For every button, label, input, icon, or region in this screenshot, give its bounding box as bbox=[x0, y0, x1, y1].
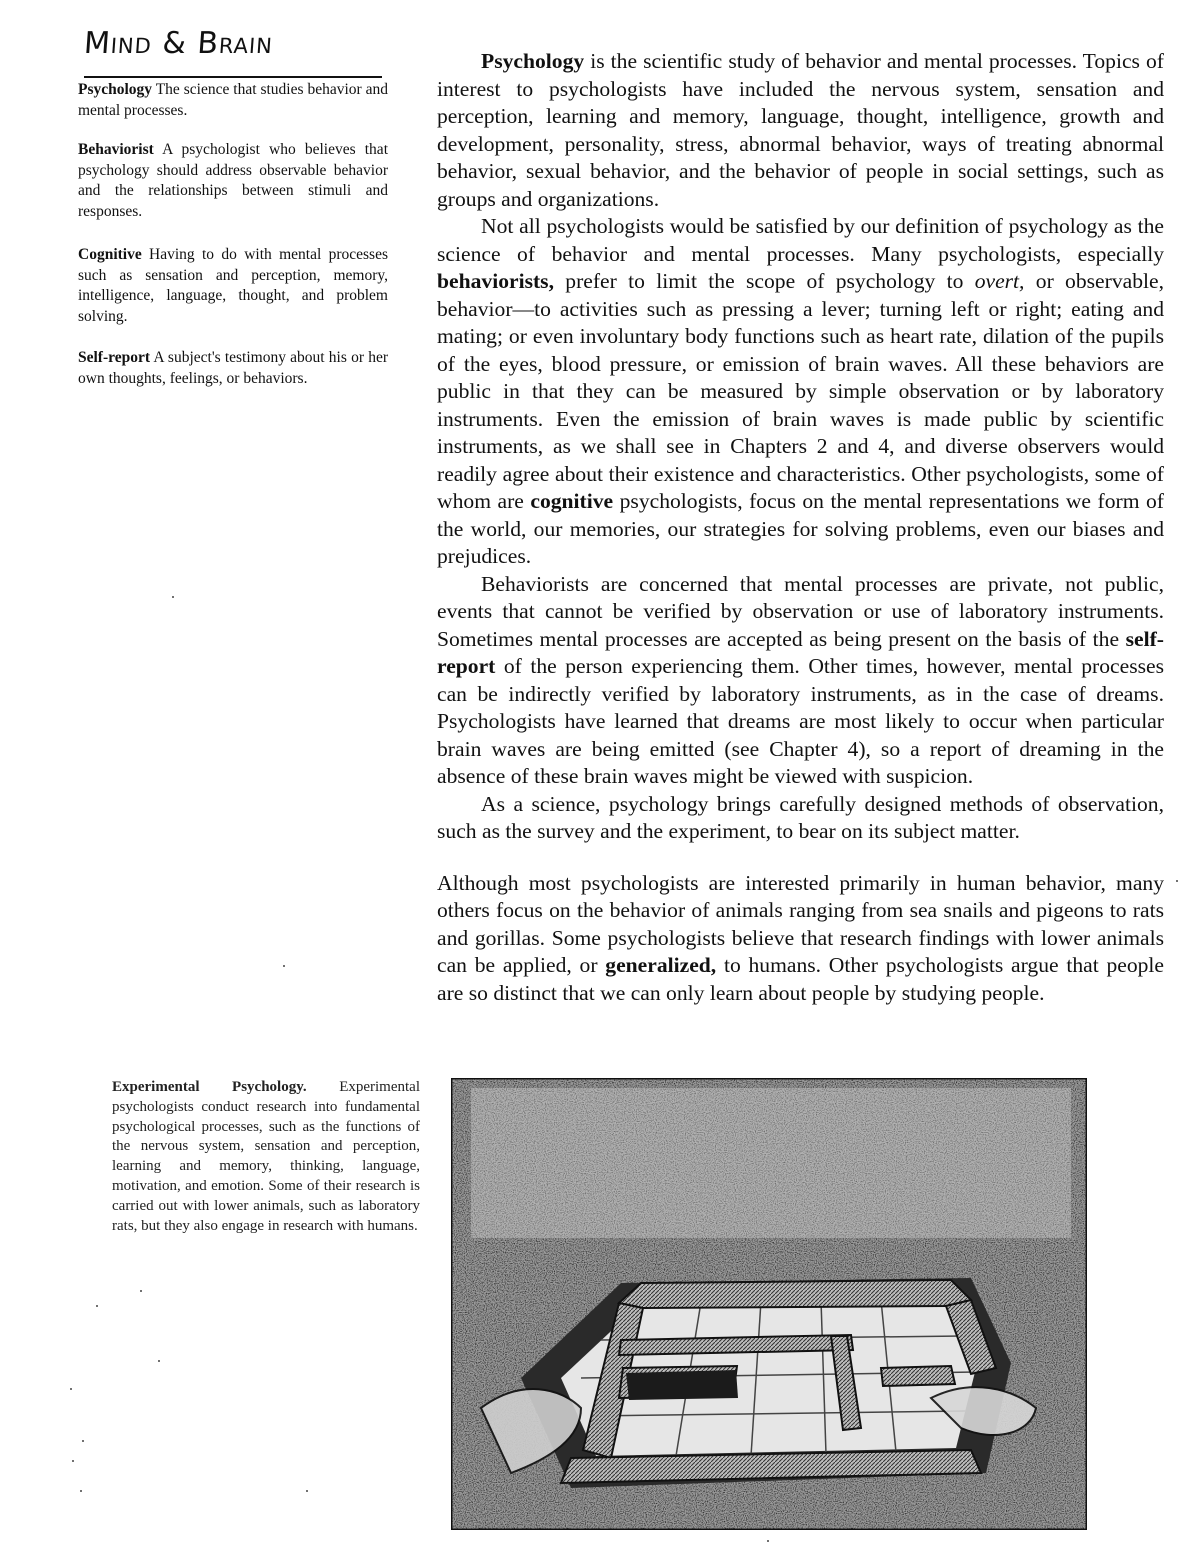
paragraph-text: Although most psychologists are interested primarily in human behavior, many others focus on the behavior of animals ranging from sea snails and pigeons to rats and gorillas. Some psychologists believe that research findings with lower animals can be applied, or bbox=[437, 870, 1164, 977]
bold-term: self-report bbox=[437, 626, 1164, 678]
glossary-entry-self-report bbox=[78, 348, 388, 389]
glossary-definition: Having to do with mental processes such as sensation and perception, memory, intelligence, language, thought, and problem solving. bbox=[78, 246, 388, 325]
paragraph-1 bbox=[437, 48, 1164, 213]
maze-photo bbox=[451, 1078, 1087, 1530]
glossary-definition: A psychologist who believes that psychology should address observable behavior and the relationships between stimuli and responses. bbox=[78, 141, 388, 220]
scan-speck bbox=[158, 1360, 160, 1362]
paragraph-text: to humans. Other psychologists argue that people are so distinct that we can only learn about people by studying people. bbox=[437, 953, 1164, 1005]
paragraph-text: or observable, behavior—to activities such as pressing a lever; turning left or right; eating and mating; or even involuntary body functions such as heart rate, dilation of the pupils of the eyes, blood pressure, or emission of brain waves. All these behaviors are public in that they can be measured by simple observation or by laboratory instruments. Even the emission of brain waves is made public by scientific instruments, as we shall see in Chapters 2 and 4, and diverse observers would readily agree about their existence and characteristics. Other psychologists, some of whom are bbox=[437, 269, 1164, 513]
glossary-entry-cognitive bbox=[78, 245, 388, 327]
paragraph-4 bbox=[437, 791, 1164, 846]
glossary-entry-psychology bbox=[78, 80, 388, 121]
glossary-term: Self-report bbox=[78, 349, 151, 366]
scan-speck bbox=[172, 596, 174, 598]
bold-term: generalized, bbox=[605, 953, 717, 977]
glossary-term: Behaviorist bbox=[78, 141, 154, 158]
photo-caption bbox=[112, 1078, 420, 1236]
scan-speck bbox=[72, 1460, 74, 1462]
paragraph-text: Not all psychologists would be satisfied by our definition of psychology as the science of behavior and mental processes. Many psychologists, especially bbox=[437, 214, 1164, 266]
paragraph-text: Behaviorists are concerned that mental processes are private, not public, events that cannot be verified by observation or use of laboratory instruments. Sometimes mental processes are accepted as being present on the basis of the bbox=[437, 571, 1164, 651]
header-underline bbox=[84, 76, 382, 78]
glossary-entry-behaviorist bbox=[78, 140, 388, 222]
paragraph-text: is the scientific study of behavior and mental processes. Topics of interest to psychologists have included the nervous system, sensation and perception, learning and memory, language, thought, intelligence, growth and development, personality, stress, abnormal behavior, ways of treating abnormal behavior, sexual behavior, and the behavior of people in social settings, such as groups and organizations. bbox=[437, 49, 1164, 211]
paragraph-text: of the person experiencing them. Other times, however, mental processes can be indirectly verified by laboratory instruments, as in the case of dreams. Psychologists have learned that dreams are most likely to occur when particular brain waves are being emitted (see Chapter 4), so a report of dreaming in the absence of these brain waves might be viewed with suspicion. bbox=[437, 654, 1164, 788]
scan-speck bbox=[82, 1440, 84, 1442]
scan-speck bbox=[96, 1305, 98, 1307]
bold-term: Psychology bbox=[481, 49, 585, 73]
glossary-term: Cognitive bbox=[78, 246, 142, 263]
glossary-definition: A subject's testimony about his or her own thoughts, feelings, or behaviors. bbox=[78, 349, 388, 387]
scan-speck bbox=[80, 1490, 82, 1492]
caption-text: Experimental psychologists conduct research into fundamental psychological processes, such as the functions of the nervous system, sensation and perception, learning and memory, thinking, language, motivation, and emotion. Some of their research is carried out with lower animals, such as laboratory rats, but they also engage in research with humans. bbox=[112, 1079, 420, 1234]
paragraph-text: As a science, psychology brings carefully designed methods of observation, such as the survey and the experiment, to bear on its subject matter. bbox=[437, 791, 1164, 843]
scan-speck bbox=[767, 1540, 769, 1542]
scan-speck bbox=[1176, 880, 1178, 882]
section-title: Mind & Brain bbox=[82, 26, 275, 61]
scan-speck bbox=[306, 1490, 308, 1492]
scan-speck bbox=[70, 1388, 72, 1390]
bold-term: cognitive bbox=[530, 489, 614, 513]
glossary-term: Psychology bbox=[78, 81, 153, 98]
paragraph-2 bbox=[437, 213, 1164, 571]
paragraph-5 bbox=[437, 870, 1164, 1008]
section-header bbox=[84, 26, 384, 61]
paragraph-3 bbox=[437, 571, 1164, 791]
main-text-column bbox=[437, 48, 1164, 1007]
bold-term: behaviorists, bbox=[437, 269, 554, 293]
glossary-definition: The science that studies behavior and mental processes. bbox=[78, 81, 388, 119]
scan-speck bbox=[283, 965, 285, 967]
paragraph-text: psychologists, focus on the mental representations we form of the world, our memories, our strategies for solving problems, even our biases and prejudices. bbox=[437, 489, 1164, 568]
italic-term: overt, bbox=[974, 269, 1025, 293]
scan-speck bbox=[140, 1290, 142, 1292]
paragraph-text: prefer to limit the scope of psychology to bbox=[553, 269, 975, 293]
caption-title: Experimental Psychology. bbox=[112, 1079, 307, 1095]
